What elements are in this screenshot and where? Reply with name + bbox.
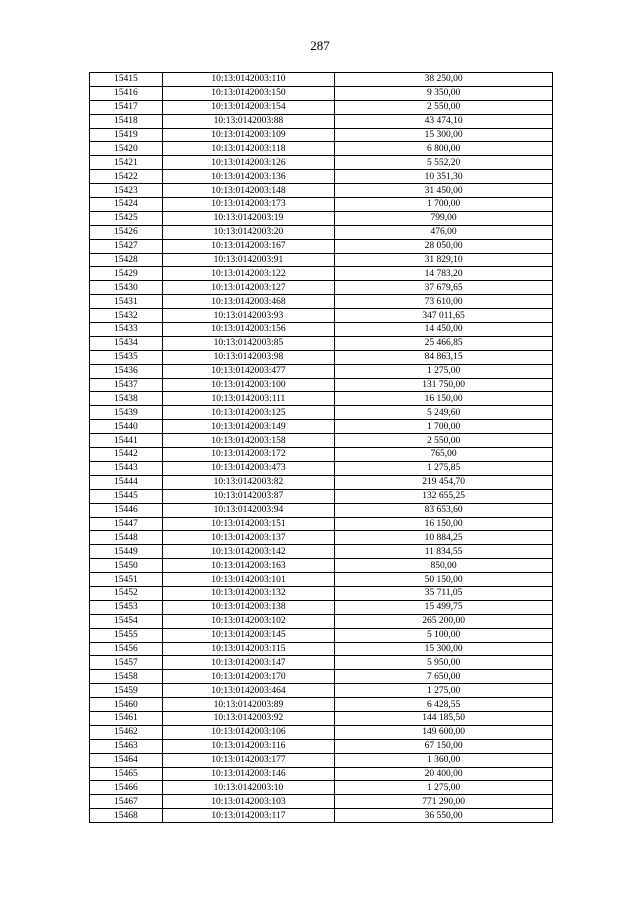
value-cell: 347 011,65 [335,309,553,323]
table-row [90,573,553,587]
cadastral-number-cell: 10:13:0142003:138 [162,600,334,614]
value-cell: 14 450,00 [335,323,553,337]
cadastral-number-cell: 10:13:0142003:125 [162,406,334,420]
table-row [90,461,553,475]
value-cell: 84 863,15 [335,350,553,364]
row-number-cell: 15454 [90,614,163,628]
table-row [90,156,553,170]
value-cell: 6 800,00 [335,142,553,156]
value-cell: 5 950,00 [335,656,553,670]
table-body [90,73,553,823]
value-cell: 771 290,00 [335,795,553,809]
row-number-cell: 15457 [90,656,163,670]
value-cell: 850,00 [335,559,553,573]
table-row [90,225,553,239]
value-cell: 1 275,00 [335,684,553,698]
row-number-cell: 15467 [90,795,163,809]
cadastral-number-cell: 10:13:0142003:122 [162,267,334,281]
row-number-cell: 15419 [90,128,163,142]
row-number-cell: 15466 [90,781,163,795]
table-row [90,489,553,503]
cadastral-number-cell: 10:13:0142003:173 [162,198,334,212]
value-cell: 144 185,50 [335,711,553,725]
cadastral-number-cell: 10:13:0142003:132 [162,586,334,600]
row-number-cell: 15447 [90,517,163,531]
value-cell: 219 454,70 [335,475,553,489]
cadastral-number-cell: 10:13:0142003:89 [162,698,334,712]
row-number-cell: 15423 [90,184,163,198]
table-row [90,642,553,656]
cadastral-number-cell: 10:13:0142003:109 [162,128,334,142]
value-cell: 2 550,00 [335,434,553,448]
value-cell: 20 400,00 [335,767,553,781]
table-row [90,503,553,517]
cadastral-number-cell: 10:13:0142003:100 [162,378,334,392]
value-cell: 16 150,00 [335,517,553,531]
cadastral-number-cell: 10:13:0142003:146 [162,767,334,781]
table-row [90,739,553,753]
value-cell: 15 499,75 [335,600,553,614]
table-row [90,211,553,225]
row-number-cell: 15424 [90,198,163,212]
cadastral-number-cell: 10:13:0142003:127 [162,281,334,295]
value-cell: 10 351,30 [335,170,553,184]
value-cell: 67 150,00 [335,739,553,753]
cadastral-number-cell: 10:13:0142003:87 [162,489,334,503]
table-row [90,378,553,392]
row-number-cell: 15464 [90,753,163,767]
value-cell: 132 655,25 [335,489,553,503]
table-row [90,267,553,281]
cadastral-number-cell: 10:13:0142003:118 [162,142,334,156]
cadastral-number-cell: 10:13:0142003:102 [162,614,334,628]
cadastral-number-cell: 10:13:0142003:150 [162,86,334,100]
row-number-cell: 15431 [90,295,163,309]
value-cell: 265 200,00 [335,614,553,628]
value-cell: 31 829,10 [335,253,553,267]
row-number-cell: 15442 [90,448,163,462]
cadastral-number-cell: 10:13:0142003:88 [162,114,334,128]
row-number-cell: 15444 [90,475,163,489]
table-row [90,406,553,420]
table-row [90,614,553,628]
value-cell: 10 884,25 [335,531,553,545]
table-row [90,364,553,378]
row-number-cell: 15416 [90,86,163,100]
row-number-cell: 15420 [90,142,163,156]
row-number-cell: 15451 [90,573,163,587]
cadastral-number-cell: 10:13:0142003:464 [162,684,334,698]
cadastral-number-cell: 10:13:0142003:154 [162,100,334,114]
cadastral-number-cell: 10:13:0142003:142 [162,545,334,559]
row-number-cell: 15456 [90,642,163,656]
row-number-cell: 15461 [90,711,163,725]
row-number-cell: 15428 [90,253,163,267]
row-number-cell: 15463 [90,739,163,753]
value-cell: 9 350,00 [335,86,553,100]
table-row [90,698,553,712]
cadastral-number-cell: 10:13:0142003:93 [162,309,334,323]
table-row [90,128,553,142]
row-number-cell: 15443 [90,461,163,475]
value-cell: 38 250,00 [335,73,553,87]
value-cell: 15 300,00 [335,642,553,656]
row-number-cell: 15440 [90,420,163,434]
table-row [90,281,553,295]
table-row [90,434,553,448]
table-row [90,448,553,462]
cadastral-table [89,72,553,823]
row-number-cell: 15432 [90,309,163,323]
value-cell: 1 275,85 [335,461,553,475]
cadastral-number-cell: 10:13:0142003:126 [162,156,334,170]
row-number-cell: 15430 [90,281,163,295]
table-row [90,586,553,600]
row-number-cell: 15427 [90,239,163,253]
row-number-cell: 15439 [90,406,163,420]
cadastral-number-cell: 10:13:0142003:137 [162,531,334,545]
value-cell: 1 700,00 [335,198,553,212]
row-number-cell: 15421 [90,156,163,170]
cadastral-number-cell: 10:13:0142003:156 [162,323,334,337]
table-row [90,725,553,739]
cadastral-number-cell: 10:13:0142003:170 [162,670,334,684]
row-number-cell: 15468 [90,809,163,823]
table-row [90,198,553,212]
cadastral-number-cell: 10:13:0142003:10 [162,781,334,795]
value-cell: 16 150,00 [335,392,553,406]
cadastral-number-cell: 10:13:0142003:82 [162,475,334,489]
table-row [90,600,553,614]
table-row [90,253,553,267]
value-cell: 35 711,05 [335,586,553,600]
table-row [90,309,553,323]
table-row [90,781,553,795]
value-cell: 73 610,00 [335,295,553,309]
table-row [90,420,553,434]
cadastral-number-cell: 10:13:0142003:94 [162,503,334,517]
value-cell: 43 474,10 [335,114,553,128]
value-cell: 14 783,20 [335,267,553,281]
table-row [90,86,553,100]
table-row [90,670,553,684]
row-number-cell: 15435 [90,350,163,364]
cadastral-number-cell: 10:13:0142003:147 [162,656,334,670]
table-row [90,114,553,128]
table-row [90,767,553,781]
value-cell: 5 249,60 [335,406,553,420]
cadastral-number-cell: 10:13:0142003:116 [162,739,334,753]
table-row [90,323,553,337]
value-cell: 83 653,60 [335,503,553,517]
row-number-cell: 15433 [90,323,163,337]
cadastral-number-cell: 10:13:0142003:110 [162,73,334,87]
value-cell: 5 100,00 [335,628,553,642]
row-number-cell: 15436 [90,364,163,378]
value-cell: 36 550,00 [335,809,553,823]
table-row [90,531,553,545]
cadastral-number-cell: 10:13:0142003:111 [162,392,334,406]
value-cell: 149 600,00 [335,725,553,739]
value-cell: 25 466,85 [335,336,553,350]
row-number-cell: 15450 [90,559,163,573]
cadastral-number-cell: 10:13:0142003:103 [162,795,334,809]
row-number-cell: 15429 [90,267,163,281]
cadastral-number-cell: 10:13:0142003:167 [162,239,334,253]
page-number: 287 [310,38,330,53]
value-cell: 1 700,00 [335,420,553,434]
cadastral-number-cell: 10:13:0142003:158 [162,434,334,448]
value-cell: 15 300,00 [335,128,553,142]
table-row [90,559,553,573]
cadastral-number-cell: 10:13:0142003:149 [162,420,334,434]
cadastral-number-cell: 10:13:0142003:20 [162,225,334,239]
row-number-cell: 15434 [90,336,163,350]
row-number-cell: 15453 [90,600,163,614]
row-number-cell: 15465 [90,767,163,781]
value-cell: 1 275,00 [335,364,553,378]
value-cell: 1 275,00 [335,781,553,795]
cadastral-number-cell: 10:13:0142003:477 [162,364,334,378]
row-number-cell: 15418 [90,114,163,128]
table-row [90,684,553,698]
row-number-cell: 15458 [90,670,163,684]
table-row [90,239,553,253]
row-number-cell: 15462 [90,725,163,739]
value-cell: 131 750,00 [335,378,553,392]
table-row [90,795,553,809]
table-row [90,295,553,309]
cadastral-number-cell: 10:13:0142003:91 [162,253,334,267]
table-row [90,809,553,823]
row-number-cell: 15417 [90,100,163,114]
row-number-cell: 15441 [90,434,163,448]
value-cell: 37 679,65 [335,281,553,295]
value-cell: 7 650,00 [335,670,553,684]
table-row [90,656,553,670]
cadastral-number-cell: 10:13:0142003:101 [162,573,334,587]
table-row [90,711,553,725]
table-row [90,336,553,350]
value-cell: 2 550,00 [335,100,553,114]
row-number-cell: 15448 [90,531,163,545]
cadastral-number-cell: 10:13:0142003:163 [162,559,334,573]
value-cell: 11 834,55 [335,545,553,559]
row-number-cell: 15459 [90,684,163,698]
table-row [90,517,553,531]
cadastral-number-cell: 10:13:0142003:106 [162,725,334,739]
cadastral-number-cell: 10:13:0142003:473 [162,461,334,475]
table-row [90,170,553,184]
cadastral-number-cell: 10:13:0142003:136 [162,170,334,184]
cadastral-number-cell: 10:13:0142003:148 [162,184,334,198]
cadastral-number-cell: 10:13:0142003:145 [162,628,334,642]
row-number-cell: 15426 [90,225,163,239]
table-row [90,475,553,489]
cadastral-number-cell: 10:13:0142003:115 [162,642,334,656]
cadastral-number-cell: 10:13:0142003:98 [162,350,334,364]
row-number-cell: 15437 [90,378,163,392]
value-cell: 476,00 [335,225,553,239]
table-row [90,545,553,559]
cadastral-number-cell: 10:13:0142003:151 [162,517,334,531]
table-row [90,142,553,156]
row-number-cell: 15460 [90,698,163,712]
row-number-cell: 15452 [90,586,163,600]
row-number-cell: 15422 [90,170,163,184]
value-cell: 28 050,00 [335,239,553,253]
value-cell: 31 450,00 [335,184,553,198]
value-cell: 799,00 [335,211,553,225]
cadastral-number-cell: 10:13:0142003:19 [162,211,334,225]
cadastral-number-cell: 10:13:0142003:172 [162,448,334,462]
row-number-cell: 15455 [90,628,163,642]
table-row [90,73,553,87]
table-row [90,392,553,406]
row-number-cell: 15445 [90,489,163,503]
table-row [90,100,553,114]
cadastral-number-cell: 10:13:0142003:92 [162,711,334,725]
table-row [90,350,553,364]
row-number-cell: 15415 [90,73,163,87]
row-number-cell: 15438 [90,392,163,406]
row-number-cell: 15425 [90,211,163,225]
row-number-cell: 15446 [90,503,163,517]
cadastral-number-cell: 10:13:0142003:85 [162,336,334,350]
row-number-cell: 15449 [90,545,163,559]
value-cell: 50 150,00 [335,573,553,587]
table-row [90,628,553,642]
value-cell: 1 360,00 [335,753,553,767]
cadastral-number-cell: 10:13:0142003:117 [162,809,334,823]
value-cell: 5 552,20 [335,156,553,170]
value-cell: 6 428,55 [335,698,553,712]
table-row [90,753,553,767]
value-cell: 765,00 [335,448,553,462]
cadastral-number-cell: 10:13:0142003:177 [162,753,334,767]
cadastral-number-cell: 10:13:0142003:468 [162,295,334,309]
table-row [90,184,553,198]
